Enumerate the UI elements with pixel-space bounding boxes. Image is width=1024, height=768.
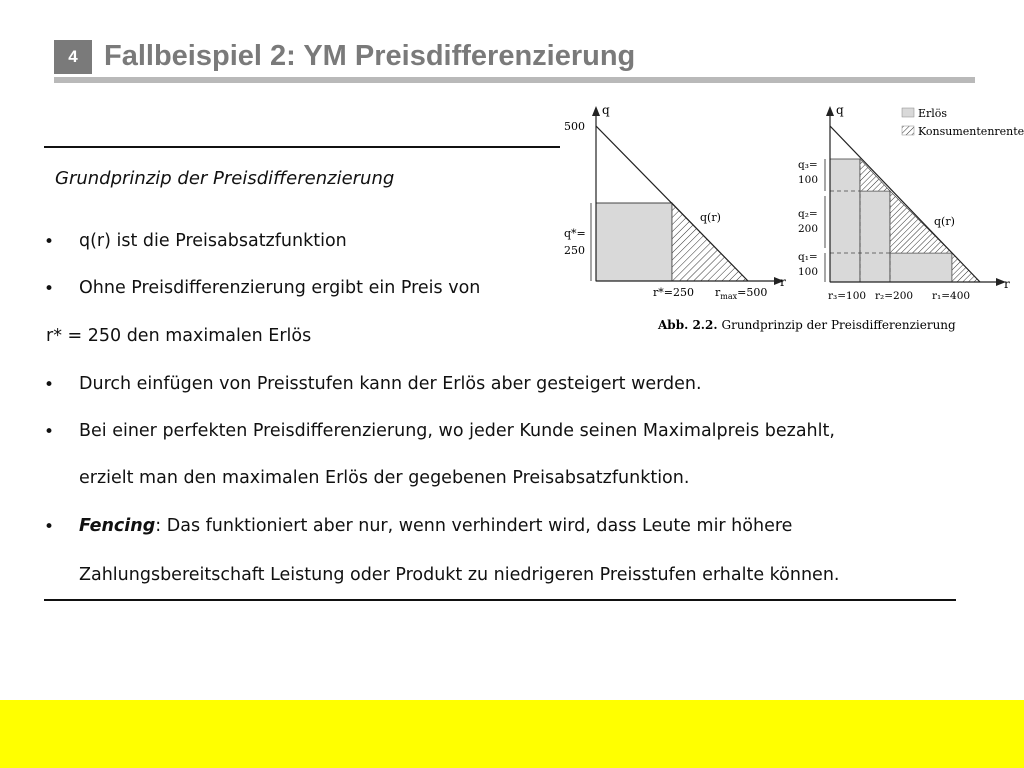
bullet-marker: •	[44, 279, 55, 299]
legend-revenue: Erlös	[918, 107, 948, 120]
slide-title: Fallbeispiel 2: YM Preisdifferenzierung	[104, 40, 636, 72]
revenue-step-2	[860, 191, 890, 282]
r-star-label: r*=250	[653, 286, 694, 299]
y-tick-500: 500	[564, 120, 585, 133]
legend-surplus: Konsumentenrente	[918, 125, 1024, 138]
legend-swatch-revenue	[902, 108, 914, 117]
q2-label-a: q₂=	[798, 208, 818, 220]
revenue-step-1	[890, 253, 952, 282]
r1-label: r₁=400	[932, 290, 971, 302]
figure-svg	[560, 96, 1024, 338]
curve-label-left: q(r)	[700, 211, 721, 224]
y-axis-label-left: q	[602, 103, 610, 117]
x-axis-label-right: r	[1004, 277, 1010, 291]
y-axis-label-right: q	[836, 103, 844, 117]
chart-left	[564, 103, 786, 301]
bullet-text-2-continued: r* = 250 den maximalen Erlös	[46, 326, 312, 346]
curve-label-right: q(r)	[934, 215, 955, 228]
q-star-label-b: 250	[564, 244, 585, 257]
r2-label: r₂=200	[875, 290, 914, 302]
price-differentiation-figure	[560, 96, 1024, 342]
bullet-marker: •	[44, 422, 55, 442]
q3-label-a: q₃=	[798, 159, 818, 171]
content-top-rule	[44, 146, 560, 148]
bullet-text-3: Durch einfügen von Preisstufen kann der Erlös aber gesteigert werden.	[79, 374, 702, 394]
r3-label: r₃=100	[828, 290, 867, 302]
legend-swatch-surplus	[902, 126, 914, 135]
q1-label-b: 100	[798, 266, 819, 278]
surplus-step-3	[860, 159, 890, 191]
section-subtitle: Grundprinzip der Preisdifferenzierung	[55, 168, 395, 189]
bullet-text-5	[79, 518, 792, 536]
bullet-text-4-line-2: erzielt man den maximalen Erlös der gegebenen Preisabsatzfunktion.	[79, 468, 690, 488]
q1-label-a: q₁=	[798, 251, 818, 263]
y-axis-arrow-left	[592, 106, 600, 116]
bullet-text-1: q(r) ist die Preisabsatzfunktion	[79, 231, 347, 251]
bullet-marker: •	[44, 517, 55, 537]
bullet-marker: •	[44, 375, 55, 395]
title-underline	[54, 77, 975, 83]
q2-label-b: 200	[798, 223, 819, 235]
revenue-area-left	[596, 203, 672, 281]
q3-label-b: 100	[798, 174, 819, 186]
bullet-marker: •	[44, 232, 55, 252]
figure-caption: Abb. 2.2. Grundprinzip der Preisdifferenzierung	[658, 318, 956, 332]
q-star-label-a: q*=	[564, 227, 586, 240]
chart-right	[798, 103, 1024, 302]
fencing-term: Fencing	[79, 516, 156, 536]
slide-number-badge: 4	[54, 40, 92, 74]
bullet-text-5-rest: : Das funktioniert aber nur, wenn verhindert wird, dass Leute mir höhere	[155, 516, 793, 536]
x-axis-label-left: r	[780, 275, 786, 289]
bullet-text-2: Ohne Preisdifferenzierung ergibt ein Preis von	[79, 278, 481, 298]
revenue-step-3	[830, 159, 860, 282]
footer-bar	[0, 700, 1024, 768]
bullet-text-4-line-1: Bei einer perfekten Preisdifferenzierung, wo jeder Kunde seinen Maximalpreis bezahlt,	[79, 421, 835, 441]
y-axis-arrow-right	[826, 106, 834, 116]
bullet-text-5-line-2: Zahlungsbereitschaft Leistung oder Produkt zu niedrigeren Preisstufen erhalte können.	[79, 565, 840, 585]
content-bottom-rule	[44, 599, 956, 601]
r-max-label: $r_{max}=500$	[715, 286, 768, 301]
